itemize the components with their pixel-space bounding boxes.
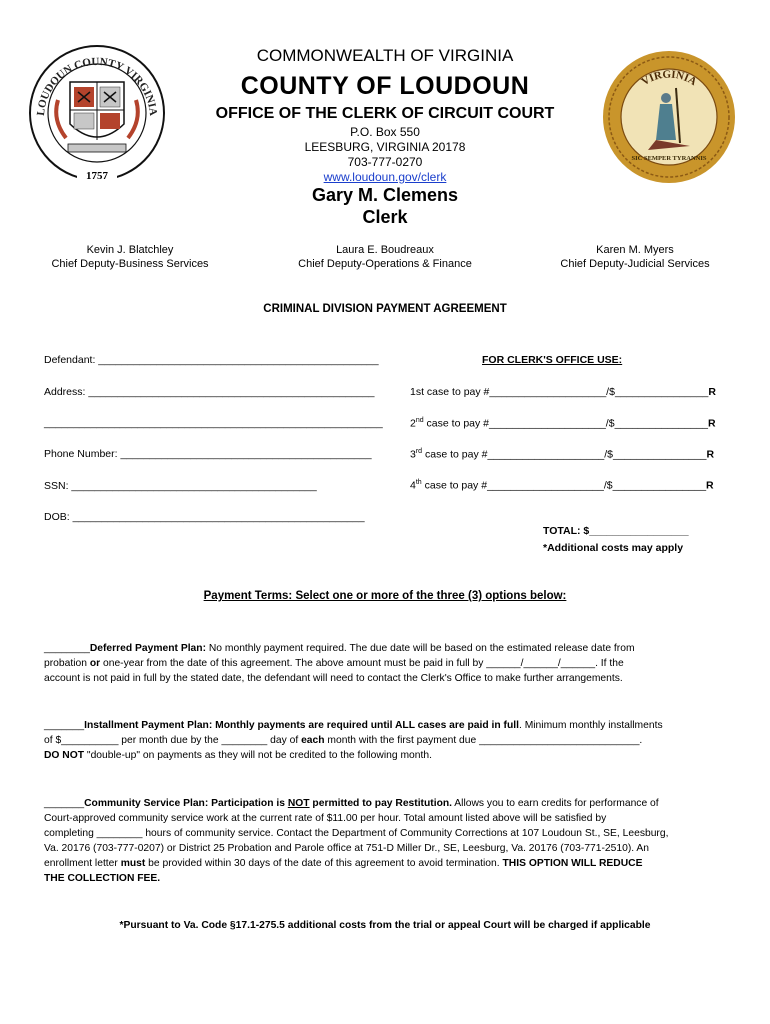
clerk-office-use-heading: FOR CLERK'S OFFICE USE: <box>482 354 623 366</box>
installment-plan-checkbox[interactable]: _______ <box>44 720 85 731</box>
payment-terms-heading: Payment Terms: Select one or more of the three (3) options below: <box>203 590 567 602</box>
installment-plan-option: _______Installment Payment Plan: Monthly payments are required until ALL cases are paid in full. Minimum monthly installments of $__________ per month due by the ________ day of each month with the first payment due ____________________________. DO NOT "double-up" on payments as they will not be credited to the following month. <box>44 720 663 761</box>
community-service-checkbox[interactable]: _______ <box>44 798 85 809</box>
virginia-state-seal <box>600 48 738 186</box>
deputy-judicial: Karen M. Myers Chief Deputy-Judicial Services <box>560 244 710 270</box>
clerk-title: Clerk <box>362 207 408 227</box>
total-field[interactable]: TOTAL: $_________________ <box>543 525 689 537</box>
phone-number: 703-777-0270 <box>347 155 423 169</box>
office-heading: OFFICE OF THE CLERK OF CIRCUIT COURT <box>215 105 555 122</box>
ssn-field[interactable]: SSN: __________________________________________ <box>44 480 317 492</box>
deferred-plan-checkbox[interactable]: ________ <box>44 643 90 654</box>
footnote: *Pursuant to Va. Code §17.1-275.5 additional costs from the trial or appeal Court will be charged if applicable <box>119 920 651 931</box>
dob-field[interactable]: DOB: __________________________________________________ <box>44 511 365 523</box>
commonwealth-heading: COMMONWEALTH OF VIRGINIA <box>256 46 514 65</box>
clerk-name: Gary M. Clemens Clerk <box>230 184 540 228</box>
phone-field[interactable]: Phone Number: ___________________________________________ <box>44 448 372 460</box>
community-service-plan-option: _______Community Service Plan: Participation is NOT permitted to pay Restitution. Allows you to earn credits for performance of Court-approved community service work at the current rate of $11.00 per hour. Total amount listed above will be satisfied by completing ________ hours of community service. Contact the Department of Community Corrections at 107 Loudoun St., SE, Leesburg, Va. 20176 (703-777-0207) or District 25 Probation and Parole office at 751-D Miller Dr., SE, Leesburg, Va. 20176 (703-771-2510). An enrollment letter must be provided within 30 days of the date of this agreement to avoid termination. THIS OPTION WILL REDUCE THE COLLECTION FEE. <box>44 798 669 884</box>
seal-text-top: LOUDOUN COUNTY VIRGINIA <box>34 55 160 117</box>
website-link[interactable]: www.loudoun.gov/clerk <box>323 170 447 184</box>
case-4-field[interactable]: 4th case to pay #____________________/$________________R <box>410 479 714 492</box>
seal-virginia-text: VIRGINIA <box>639 68 699 89</box>
seal-motto: SIC SEMPER TYRANNIS <box>631 155 707 162</box>
deputy-operations: Laura E. Boudreaux Chief Deputy-Operations & Finance <box>298 244 472 270</box>
seal-year: 1757 <box>86 170 108 182</box>
additional-costs-note: *Additional costs may apply <box>543 542 684 554</box>
deputy-business: Kevin J. Blatchley Chief Deputy-Business Services <box>51 244 209 270</box>
case-1-field[interactable]: 1st case to pay #____________________/$________________R <box>410 386 716 398</box>
defendant-field[interactable]: Defendant: ________________________________________________ <box>44 354 379 366</box>
form-title: CRIMINAL DIVISION PAYMENT AGREEMENT <box>263 303 507 315</box>
deferred-plan-option: ________Deferred Payment Plan: No monthly payment required. The due date will be based on the estimated release date from probation or one-year from the date of this agreement. The above amount must be paid in full by ______/______/______. If the account is not paid in full by the stated date, the defendant will need to contact the Clerk's Office to make further arrangements. <box>44 643 635 684</box>
county-heading: COUNTY OF LOUDOUN <box>240 72 530 100</box>
case-2-field[interactable]: 2nd case to pay #____________________/$________________R <box>410 417 716 430</box>
address-field[interactable]: Address: _________________________________________________ <box>44 386 375 398</box>
address-line2: LEESBURG, VIRGINIA 20178 <box>304 140 466 154</box>
loudoun-county-seal <box>28 40 166 190</box>
address-line1: P.O. Box 550 <box>350 125 420 139</box>
address-field-line2[interactable]: __________________________________________________________ <box>44 417 383 429</box>
case-3-field[interactable]: 3rd case to pay #____________________/$________________R <box>410 448 715 461</box>
